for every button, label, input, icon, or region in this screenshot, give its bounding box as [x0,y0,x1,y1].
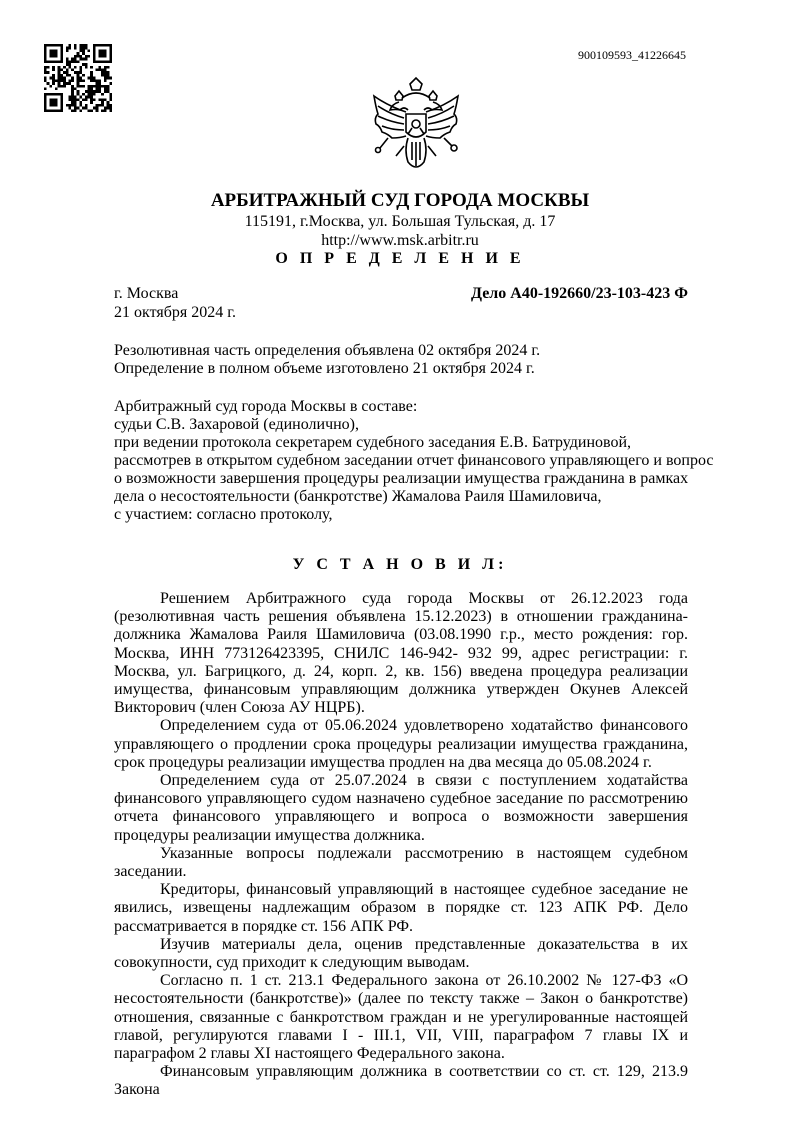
body-paragraph: Согласно п. 1 ст. 213.1 Федерального закона от 26.10.2002 № 127-ФЗ «О несостоятельности (банкротстве)» (далее по тексту также – Закон о банкротстве) отношения, связанные с банкротством граждан и не урегулированные настоящей главой, регулируются главами I - III.1, VII, VIII, параграфом 7 главы IX и параграфом 2 главы XI настоящего Федерального закона. [114,972,688,1063]
document-body [114,590,688,1100]
decision-date: 21 октября 2024 г. [114,304,236,321]
section-heading: У С Т А Н О В И Л: [292,556,508,573]
composition-line: о возможности завершения процедуры реализации имущества гражданина в рамках [114,470,689,487]
document-id: 900109593_41226645 [578,48,686,62]
body-paragraph: Финансовым управляющим должника в соответствии со ст. ст. 129, 213.9 Закона [114,1063,688,1099]
document-type: О П Р Е Д Е Л Е Н И Е [275,250,525,267]
qr-code [44,44,112,112]
composition-line: с участием: согласно протоколу, [114,506,333,523]
composition-line: судьи С.В. Захаровой (единолично), [114,416,359,433]
case-number: Дело А40-192660/23-103-423 Ф [470,285,688,302]
composition-line: при ведении протокола секретарем судебного заседания Е.В. Батрудиновой, [114,434,632,451]
body-paragraph: Указанные вопросы подлежали рассмотрению в настоящем судебном заседании. [114,844,688,881]
composition-line: дела о несостоятельности (банкротстве) Жамалова Раиля Шамиловича, [114,488,602,505]
body-paragraph: Определением суда от 25.07.2024 в связи с поступлением ходатайства финансового управляющего судом назначено судебное заседание по рассмотрению отчета финансового управляющего и вопроса о возможности завершения процедуры реализации имущества должника. [114,772,688,844]
announcement-line: Резолютивная часть определения объявлена 02 октября 2024 г. [114,342,541,359]
coat-of-arms-emblem [368,76,464,176]
court-address: 115191, г.Москва, ул. Большая Тульская, д. 17 [244,213,556,230]
body-paragraph: Кредиторы, финансовый управляющий в настоящее судебное заседание не явились, извещены надлежащим образом в порядке ст. 123 АПК РФ. Дело рассматривается в порядке ст. 156 АПК РФ. [114,881,688,935]
court-name: АРБИТРАЖНЫЙ СУД ГОРОДА МОСКВЫ [210,190,590,211]
city: г. Москва [114,285,179,302]
body-paragraph: Решением Арбитражного суда города Москвы от 26.12.2023 года (резолютивная часть решения объявлена 15.12.2023) в отношении гражданина-должника Жамалова Раиля Шамиловича (03.08.1990 г.р., место рождения: гор. Москва, ИНН 773126423395, СНИЛС 146-942- 932 99, адрес регистрации: г. Москва, ул. Багрицкого, д. 24, корп. 2, кв. 156) введена процедура реализации имущества, финансовым управляющим должника утвержден Окунев Алексей Викторович (член Союза АУ НЦРБ). [114,590,688,717]
composition-line: рассмотрев в открытом судебном заседании отчет финансового управляющего и вопрос [114,452,714,469]
composition-line: Арбитражный суд города Москвы в составе: [114,398,418,415]
announcement-line: Определение в полном объеме изготовлено 21 октября 2024 г. [114,360,535,377]
body-paragraph: Изучив материалы дела, оценив представленные доказательства в их совокупности, суд приходит к следующим выводам. [114,935,688,972]
body-paragraph: Определением суда от 05.06.2024 удовлетворено ходатайство финансового управляющего о продлении срока процедуры реализации имущества гражданина, срок процедуры реализации имущества продлен на два месяца до 05.08.2024 г. [114,717,688,771]
court-website: http://www.msk.arbitr.ru [321,232,479,249]
